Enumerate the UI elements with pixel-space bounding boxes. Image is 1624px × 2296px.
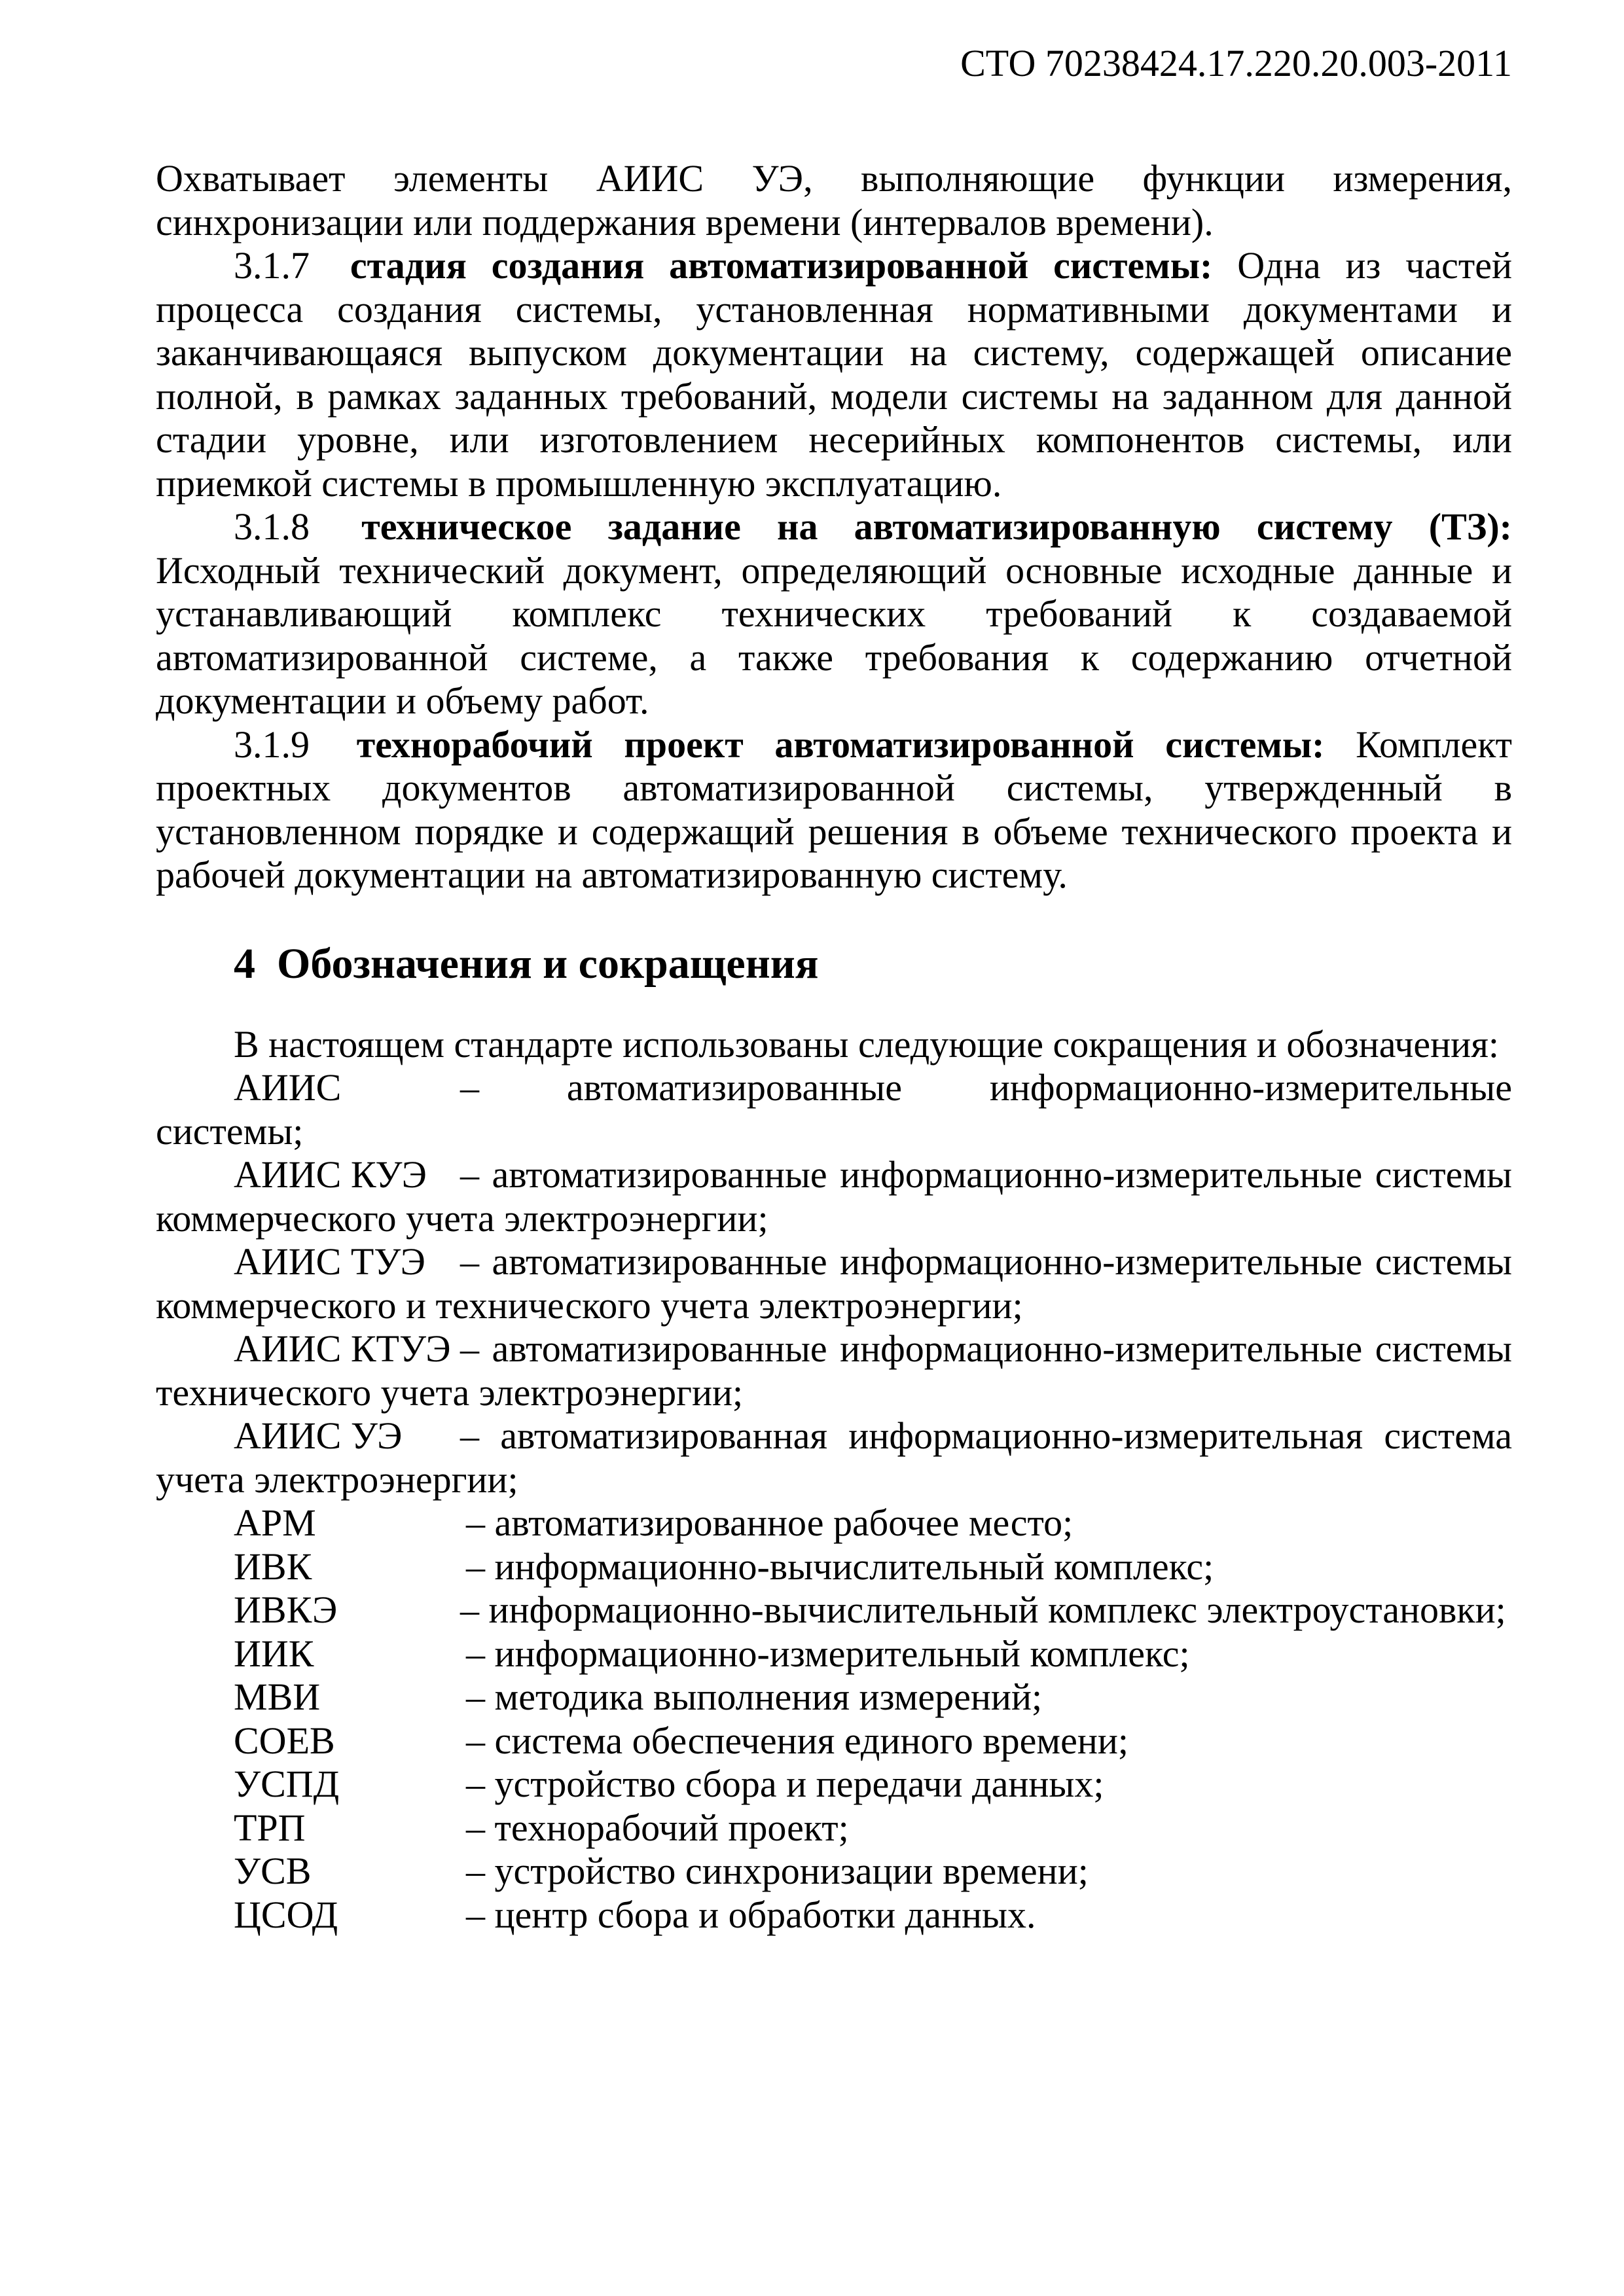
abbreviation-key: УСВ	[234, 1850, 312, 1892]
term-title: технорабочий проект автоматизированной системы:	[356, 723, 1325, 766]
abbreviation-item	[156, 1066, 1512, 1153]
abbreviation-key: ИВК	[234, 1545, 312, 1588]
document-code-header: СТО 70238424.17.220.20.003-2011	[960, 42, 1512, 84]
abbreviation-item	[156, 1240, 1512, 1327]
abbreviation-key: АИИС КУЭ	[234, 1153, 427, 1196]
abbreviation-item	[156, 1153, 1512, 1240]
abbreviation-item	[156, 1501, 1512, 1545]
term-definition: Одна из частей процесса создания системы, установленная нормативными документами и заканчивающаяся выпуском документации на систему, содержащей описание полной, в рамках заданных требований, модели системы на заданном для данной стадии уровне, или изготовлением несерийных компонентов системы, или приемкой системы в промышленную эксплуатацию.	[156, 244, 1513, 505]
term-paragraph	[156, 505, 1512, 723]
abbreviation-key: ИИК	[234, 1632, 314, 1675]
section-lead: В настоящем стандарте использованы следующие сокращения и обозначения:	[234, 1022, 1500, 1066]
term-number: 3.1.8	[234, 505, 310, 548]
intro-paragraph-tail: Охватывает элементы АИИС УЭ, выполняющие функции измерения, синхронизации или поддержания времени (интервалов времени).	[156, 157, 1512, 243]
abbreviation-item	[156, 1414, 1512, 1501]
document-body	[156, 157, 1512, 1937]
abbreviation-definition: – система обеспечения единого времени;	[466, 1719, 1129, 1762]
abbreviation-definition: – информационно-измерительный комплекс;	[466, 1632, 1190, 1675]
section-title: Обозначения и сокращения	[277, 939, 819, 988]
abbreviation-definition: – методика выполнения измерений;	[466, 1676, 1043, 1718]
abbreviation-definition: – автоматизированные информационно-измерительные системы коммерческого учета электроэнергии;	[156, 1153, 1512, 1240]
abbreviation-item	[156, 1763, 1512, 1806]
abbreviation-key: АИИС	[234, 1066, 342, 1109]
abbreviation-definition: – устройство синхронизации времени;	[466, 1850, 1089, 1892]
abbreviation-key: ИВКЭ	[234, 1588, 338, 1631]
term-definition: Комплект проектных документов автоматизированной системы, утвержденный в установленном порядке и содержащий решения в объеме технического проекта и рабочей документации на автоматизированную систему.	[156, 723, 1513, 896]
abbreviation-key: ТРП	[234, 1806, 306, 1849]
section-number: 4	[234, 939, 255, 988]
abbreviation-item	[156, 1545, 1512, 1589]
abbreviation-definition: – автоматизированное рабочее место;	[466, 1501, 1074, 1544]
abbreviation-item	[156, 1632, 1512, 1676]
abbreviation-item	[156, 1588, 1512, 1632]
abbreviation-key: МВИ	[234, 1676, 321, 1718]
abbreviation-item	[156, 1719, 1512, 1763]
abbreviation-definition: – автоматизированная информационно-измерительная система учета электроэнергии;	[156, 1414, 1512, 1501]
abbreviation-definition: – устройство сбора и передачи данных;	[466, 1763, 1104, 1805]
term-paragraph	[156, 244, 1512, 505]
abbreviation-definition: – центр сбора и обработки данных.	[466, 1893, 1036, 1936]
abbreviation-definition: – автоматизированные информационно-измерительные системы;	[156, 1066, 1512, 1153]
abbreviation-key: АИИС УЭ	[234, 1414, 403, 1457]
term-paragraph	[156, 723, 1512, 897]
abbreviation-item	[156, 1850, 1512, 1893]
term-number: 3.1.9	[234, 723, 310, 766]
term-title: стадия создания автоматизированной системы:	[350, 244, 1213, 287]
abbreviation-key: ЦСОД	[234, 1893, 338, 1936]
abbreviation-definition: – автоматизированные информационно-измерительные системы коммерческого и технического учета электроэнергии;	[156, 1240, 1512, 1327]
abbreviation-definition: – технорабочий проект;	[466, 1806, 849, 1849]
abbreviation-key: СОЕВ	[234, 1719, 335, 1762]
abbreviation-item	[156, 1893, 1512, 1937]
section-heading	[156, 938, 1512, 990]
abbreviation-item	[156, 1676, 1512, 1719]
abbreviation-key: УСПД	[234, 1763, 340, 1805]
abbreviation-key: АРМ	[234, 1501, 316, 1544]
abbreviation-definition: – информационно-вычислительный комплекс электроустановки;	[460, 1588, 1506, 1631]
abbreviation-item	[156, 1327, 1512, 1414]
term-title: техническое задание на автоматизированную систему (ТЗ):	[361, 505, 1512, 548]
abbreviation-definition: – автоматизированные информационно-измерительные системы технического учета электроэнергии;	[156, 1327, 1512, 1414]
term-definition: Исходный технический документ, определяющий основные исходные данные и устанавливающий комплекс технических требований к создаваемой автоматизированной системе, а также требования к содержанию отчетной документации и объему работ.	[156, 548, 1512, 722]
abbreviation-key: АИИС ТУЭ	[234, 1240, 425, 1283]
abbreviation-key: АИИС КТУЭ	[234, 1327, 451, 1370]
abbreviation-item	[156, 1806, 1512, 1850]
term-number: 3.1.7	[234, 244, 310, 287]
abbreviation-definition: – информационно-вычислительный комплекс;	[466, 1545, 1214, 1588]
